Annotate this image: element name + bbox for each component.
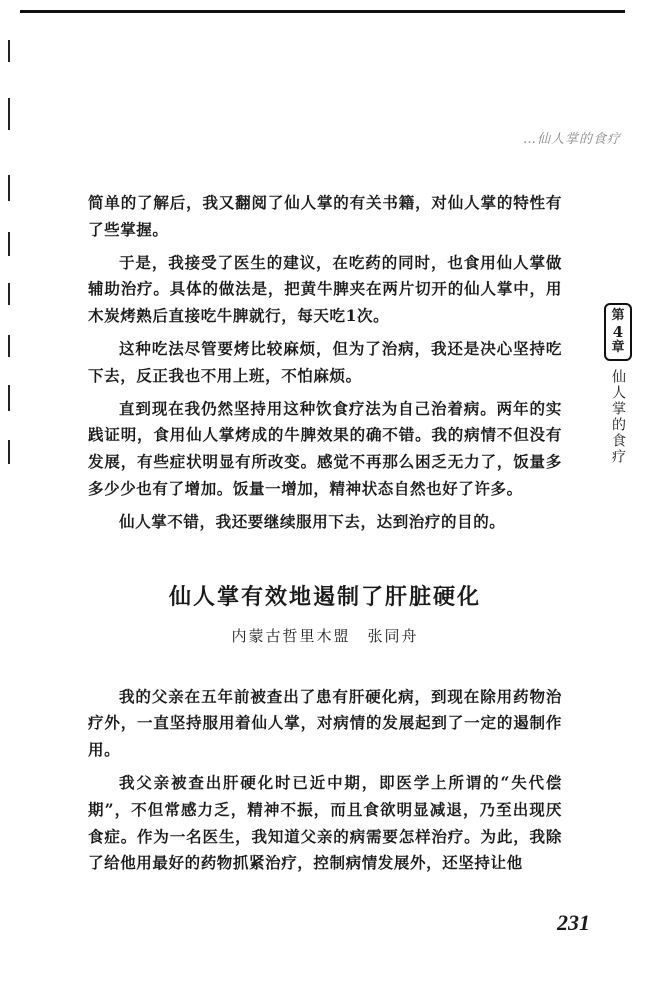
paragraph: 于是，我接受了医生的建议，在吃药的同时，也食用仙人掌做辅助治疗。具体的做法是，把黄牛脾夹在两片切开的仙人掌中，用木炭烤熟后直接吃牛脾就行，每天吃1次。	[88, 252, 562, 326]
running-head: …仙人掌的食疗	[522, 132, 621, 147]
article-title: 仙人掌有效地遏制了肝脏硬化	[168, 584, 481, 610]
page-number: 231	[557, 910, 590, 935]
paragraph: 直到现在我仍然坚持用这种饮食疗法为自己治着病。两年的实践证明，食用仙人掌烤成的牛脾效果的确不错。我的病情不但没有发展，有些症状明显有所改变。感觉不再那么困乏无力了，饭量多多少少也有了增加。饭量一增加，精神状态自然也好了许多。	[88, 398, 562, 498]
paragraph: 我父亲被查出肝硬化时已近中期，即医学上所谓的“失代偿期”，不但常感力乏，精神不振，而且食欲明显减退，乃至出现厌食症。作为一名医生，我知道父亲的病需要怎样治疗。为此，我除了给他用最好的药物抓紧治疗，控制病情发展外，还坚持让他	[88, 772, 562, 873]
chapter-badge	[604, 303, 632, 361]
paragraph: 简单的了解后，我又翻阅了仙人掌的有关书籍，对仙人掌的特性有了些掌握。	[88, 193, 562, 239]
page-body	[88, 190, 562, 877]
chapter-tab	[603, 303, 633, 465]
chapter-suffix: 章	[611, 340, 625, 355]
chapter-number: 4	[612, 323, 624, 341]
paragraph: 我的父亲在五年前被查出了患有肝硬化病，到现在除用药物治疗外，一直坚持服用着仙人掌，对病情的发展起到了一定的遏制作用。	[88, 686, 562, 760]
scan-edge-marks	[8, 0, 12, 520]
chapter-name: 仙人掌的食疗	[610, 369, 626, 465]
top-rule	[20, 10, 625, 13]
paragraph: 这种吃法尽管要烤比较麻烦，但为了治病，我还是决心坚持吃下去，反正我也不用上班，不怕麻烦。	[88, 338, 562, 385]
chapter-prefix: 第	[611, 308, 625, 323]
article-author: 内蒙古哲里木盟 张同舟	[231, 626, 419, 645]
paragraph: 仙人掌不错，我还要继续服用下去，达到治疗的目的。	[119, 511, 506, 531]
